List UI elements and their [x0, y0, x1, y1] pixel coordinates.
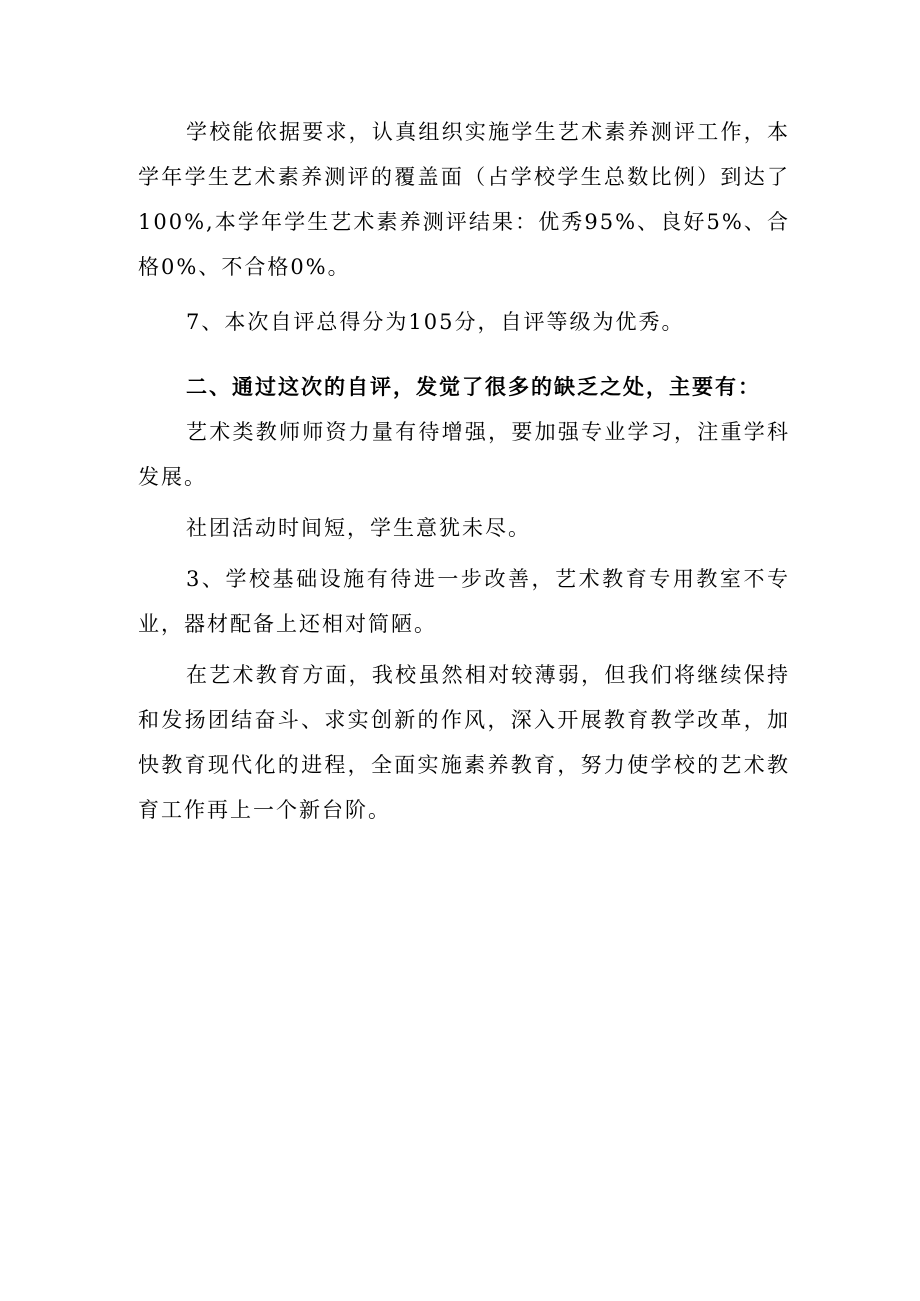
- paragraph-self-evaluation-score: 7、本次自评总得分为105分，自评等级为优秀。: [186, 310, 685, 334]
- paragraph-club-activities: 社团活动时间短，学生意犹未尽。: [186, 516, 531, 540]
- document-page: [138, 110, 790, 833]
- paragraph-assessment-results: 学校能依据要求，认真组织实施学生艺术素养测评工作，本学年学生艺术素养测评的覆盖面（占学校学生总数比例）到达了100%,本学年学生艺术素养测评结果：优秀95%、良好5%、合格0%、不合格0%。: [138, 120, 790, 279]
- paragraph-facilities: 3、学校基础设施有待进一步改善，艺术教育专用教室不专业，器材配备上还相对简陋。: [138, 567, 790, 636]
- paragraph-conclusion: 在艺术教育方面，我校虽然相对较薄弱，但我们将继续保持和发扬团结奋斗、求实创新的作风，深入开展教育教学改革，加快教育现代化的进程，全面实施素养教育，努力使学校的艺术教育工作再上一个新台阶。: [138, 663, 790, 822]
- section-heading-shortcomings: 二、通过这次的自评，发觉了很多的缺乏之处，主要有：: [186, 375, 761, 399]
- paragraph-teacher-resources: 艺术类教师师资力量有待增强，要加强专业学习，注重学科发展。: [138, 420, 790, 489]
